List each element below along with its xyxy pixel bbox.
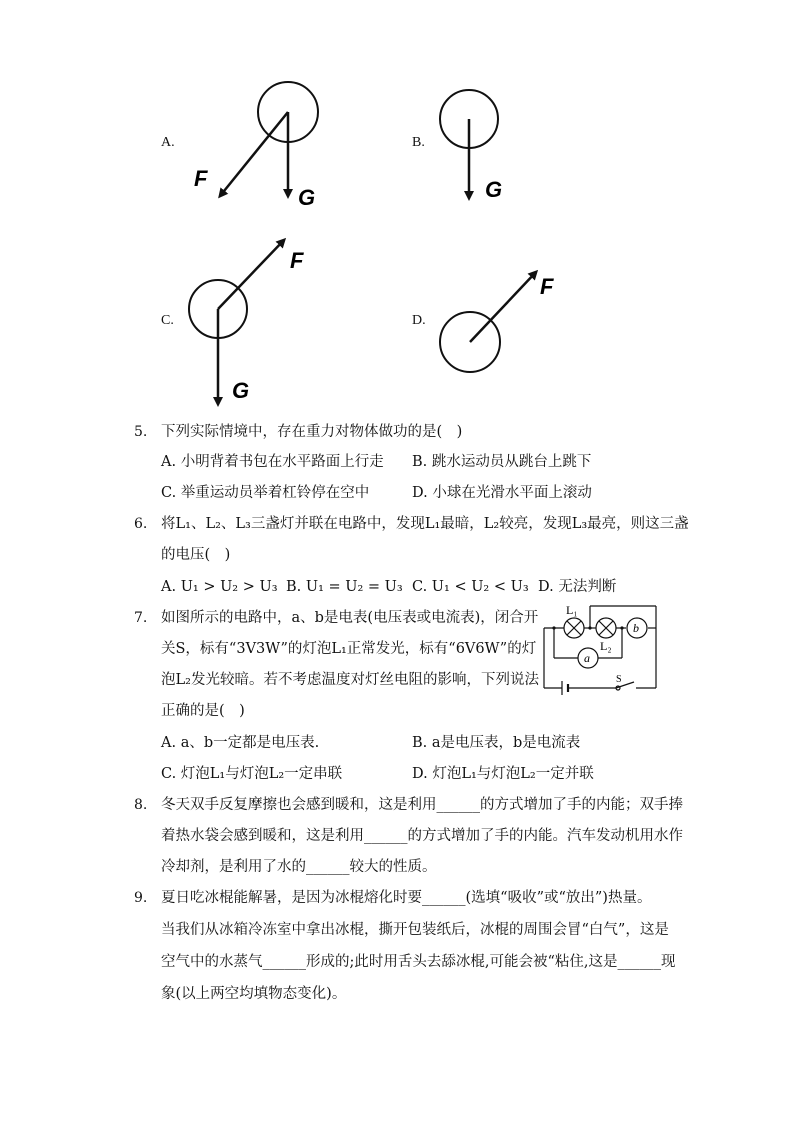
meter-b-label: b [633,621,639,635]
question-7-option-d: D. 灯泡L₁与灯泡L₂一定并联 [412,766,594,782]
question-6-option-c: C. U₁ < U₂ < U₃ [412,579,529,595]
question-9-number: 9. [134,890,148,906]
figure-c [180,230,340,410]
gravity-label: G [232,378,250,403]
question-7-line-3: 泡L₂发光较暗。若不考虑温度对灯丝电阻的影响，下列说法 [161,672,539,688]
question-8-number: 8. [134,797,148,813]
question-9-line-2: 当我们从冰箱冷冻室中拿出冰棍，撕开包装纸后，冰棍的周围会冒“白气”，这是 [161,922,669,938]
question-7-line-4: 正确的是( ) [161,703,245,719]
question-7-line-2: 关S，标有“3V3W”的灯泡L₁正常发光，标有“6V6W”的灯 [161,641,537,657]
question-6-line-2: 的电压( ) [161,547,231,563]
force-label: F [540,274,554,299]
option-d-label: D. [412,313,426,328]
switch-label: S [616,674,622,685]
force-arrow [220,112,288,196]
question-7-number: 7. [134,610,148,626]
question-9-line-3: 空气中的水蒸气______形成的;此时用舌头去舔冰棍,可能会被“粘住,这是______现 [161,954,676,970]
question-5-option-d: D. 小球在光滑水平面上滚动 [412,485,592,501]
question-6-option-d: D. 无法判断 [538,579,617,595]
question-5-option-a: A. 小明背着书包在水平路面上行走 [161,454,384,470]
question-5-number: 5. [134,424,148,440]
circuit-diagram [538,598,662,694]
question-9-line-4: 象(以上两空均填物态变化)。 [161,986,347,1002]
question-5-option-c: C. 举重运动员举着杠铃停在空中 [161,485,370,501]
meter-a-label: a [584,651,590,665]
force-arrow [218,240,284,309]
figure-b [430,80,550,210]
force-arrow [470,272,536,342]
lamp-l1-label: L₁ [566,603,578,617]
question-6-number: 6. [134,516,148,532]
question-8-line-1: 冬天双手反复摩擦也会感到暖和，这是利用______的方式增加了手的内能；双手捧 [161,797,683,813]
force-label: F [194,166,208,191]
question-6-option-b: B. U₁ = U₂ = U₃ [286,579,403,595]
question-6-option-a: A. U₁ > U₂ > U₃ [161,579,278,595]
question-5-stem: 下列实际情境中，存在重力对物体做功的是( ) [161,424,463,440]
gravity-label: G [298,185,316,210]
question-7-option-c: C. 灯泡L₁与灯泡L₂一定串联 [161,766,343,782]
question-7-line-1: 如图所示的电路中，a、b是电表(电压表或电流表)，闭合开 [161,610,539,626]
question-7-option-b: B. a是电压表，b是电流表 [412,735,581,751]
question-9-line-1: 夏日吃冰棍能解暑，是因为冰棍熔化时要______(选填“吸收”或“放出”)热量。 [161,890,652,906]
question-5-option-b: B. 跳水运动员从跳台上跳下 [412,454,592,470]
force-label: F [290,248,304,273]
question-7-option-a: A. a、b一定都是电压表. [161,735,320,751]
figure-d [430,260,580,380]
gravity-label: G [485,177,503,202]
figure-a [180,70,340,220]
option-a-label: A. [161,135,175,150]
option-c-label: C. [161,313,174,328]
question-6-line-1: 将L₁、L₂、L₃三盏灯并联在电路中，发现L₁最暗，L₂较亮，发现L₃最亮，则这三盏 [161,516,689,532]
question-8-line-2: 着热水袋会感到暖和，这是利用______的方式增加了手的内能。汽车发动机用水作 [161,828,683,844]
lamp-l2-label: L₂ [600,639,612,653]
question-8-line-3: 冷却剂，是利用了水的______较大的性质。 [161,859,437,875]
option-b-label: B. [412,135,425,150]
